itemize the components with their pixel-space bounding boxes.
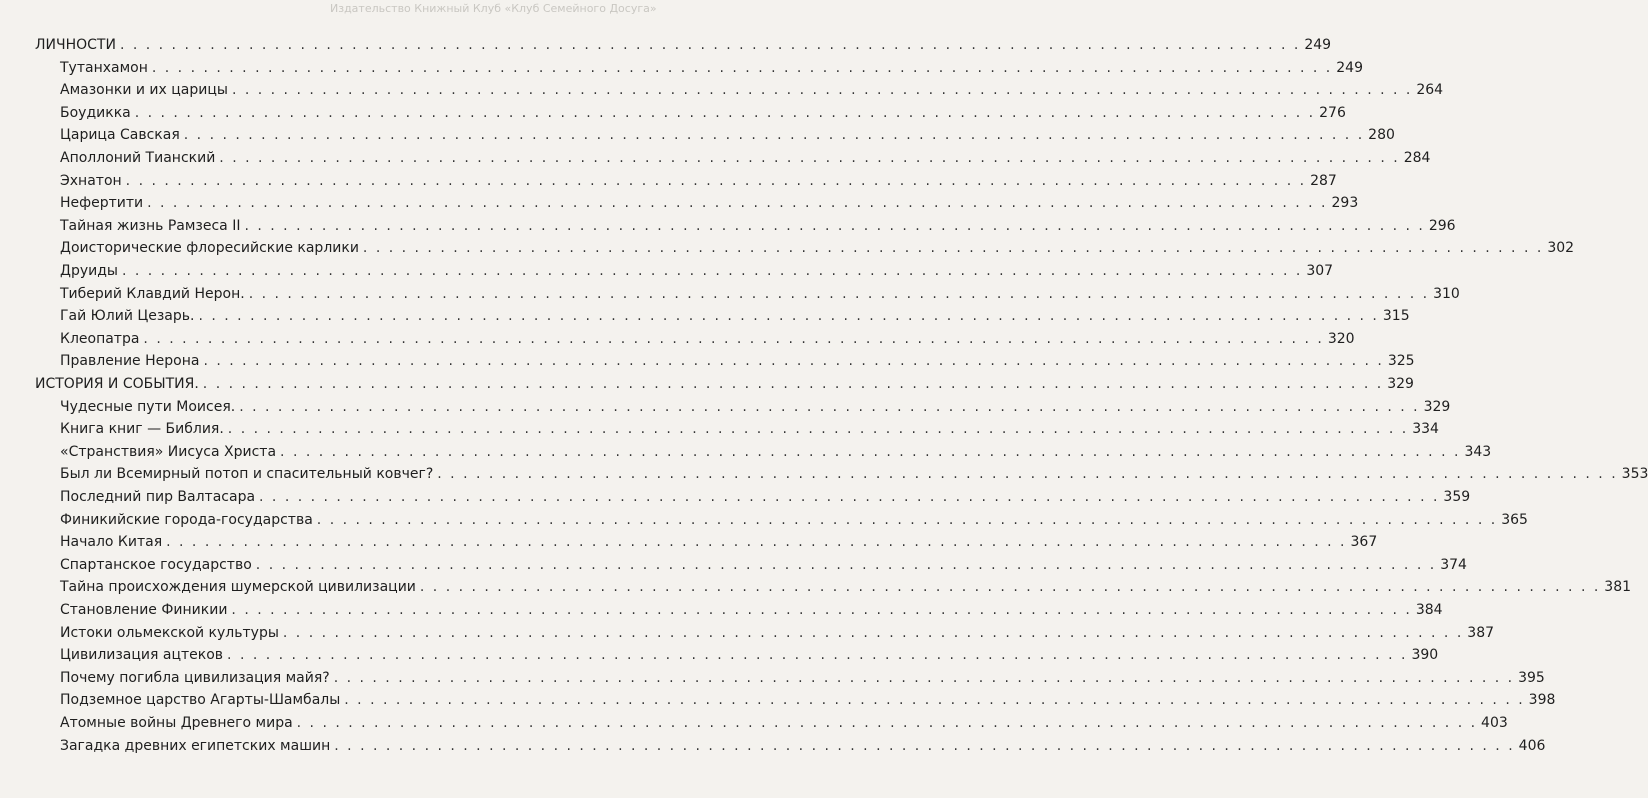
entry-title: Эхнатон [60, 172, 122, 189]
toc-section-heading [35, 375, 1414, 393]
toc-entry [60, 81, 1444, 99]
dot-leader [219, 149, 1399, 167]
page-number: 284 [1403, 150, 1431, 166]
dot-leader [363, 239, 1543, 257]
dot-leader [283, 624, 1463, 642]
toc-entry [60, 398, 1451, 416]
entry-title: Последний пир Валтасара [60, 489, 256, 505]
page-number: 310 [1433, 285, 1460, 302]
page-number: 367 [1350, 534, 1378, 551]
entry-title: Гай Юлий Цезарь. [60, 308, 195, 325]
dot-leader [232, 81, 1412, 99]
toc-entry [60, 646, 1439, 664]
entry-title: ЛИЧНОСТИ [35, 37, 116, 53]
page-number: 296 [1428, 217, 1456, 234]
toc-entry [60, 262, 1334, 280]
page-number: 276 [1319, 104, 1346, 121]
entry-title: Друиды [60, 263, 118, 279]
dot-leader [143, 330, 1323, 348]
page-number: 287 [1310, 172, 1337, 189]
entry-title: Доисторические флоресийские карлики [60, 240, 359, 257]
toc-entry [60, 217, 1456, 235]
entry-title: Финикийские города-государства [60, 511, 313, 528]
page-number: 398 [1528, 692, 1556, 709]
toc-entry [60, 714, 1508, 732]
page-number: 374 [1440, 556, 1467, 573]
toc-entry [60, 59, 1363, 77]
dot-leader [198, 307, 1378, 325]
dot-leader [152, 59, 1332, 77]
page-number: 334 [1412, 421, 1439, 438]
toc-entry [60, 601, 1443, 619]
toc-entry [60, 420, 1439, 438]
toc-entry [60, 194, 1359, 212]
page-number: 353 [1621, 466, 1648, 483]
dot-leader [297, 714, 1477, 732]
entry-title: Атомные войны Древнего мира [60, 715, 293, 731]
page-number: 365 [1501, 511, 1528, 528]
toc-entry [60, 126, 1395, 144]
dot-leader [256, 556, 1436, 574]
page-number: 390 [1411, 647, 1439, 664]
dot-leader [126, 172, 1306, 190]
dot-leader [166, 533, 1346, 551]
toc-entry [60, 624, 1495, 642]
entry-title: «Странствия» Иисуса Христа [60, 443, 277, 460]
toc-entry [60, 172, 1337, 190]
toc-entry [60, 737, 1546, 755]
entry-title: Амазонки и их царицы [60, 82, 228, 99]
entry-title: Царица Савская [60, 127, 180, 144]
toc-entry [60, 488, 1471, 506]
dot-leader [122, 262, 1302, 280]
page-number: 395 [1518, 669, 1545, 686]
dot-leader [227, 646, 1407, 664]
entry-title: Клеопатра [60, 330, 140, 347]
entry-title: ИСТОРИЯ И СОБЫТИЯ. [35, 376, 199, 392]
dot-leader [239, 398, 1419, 416]
page-number: 302 [1547, 240, 1575, 257]
dot-leader [249, 285, 1429, 303]
page-number: 343 [1464, 443, 1492, 460]
page-number: 307 [1306, 263, 1334, 279]
toc-entry [60, 330, 1355, 348]
toc-section-heading [35, 36, 1332, 54]
dot-leader [437, 465, 1617, 483]
entry-title: Книга книг — Библия. [60, 421, 224, 438]
dot-leader [120, 36, 1300, 54]
dot-leader [280, 443, 1460, 461]
toc-entry [60, 533, 1378, 551]
page-number: 384 [1415, 602, 1443, 618]
page-number: 315 [1382, 308, 1410, 325]
page-number: 329 [1387, 376, 1414, 392]
page-number: 329 [1423, 398, 1451, 415]
page-number: 264 [1416, 82, 1444, 99]
page-number: 249 [1304, 37, 1332, 53]
dot-leader [244, 217, 1424, 235]
toc-entry [60, 556, 1467, 574]
page-number: 359 [1443, 489, 1471, 505]
toc-entry [60, 239, 1575, 257]
dot-leader [135, 104, 1315, 122]
toc-entry [60, 307, 1410, 325]
page-number: 325 [1387, 353, 1415, 370]
entry-title: Был ли Всемирный потоп и спасительный ковчег? [60, 466, 434, 483]
toc-entry [60, 149, 1431, 167]
toc-entry [60, 669, 1545, 687]
page-number: 280 [1368, 127, 1395, 144]
entry-title: Тиберий Клавдий Нерон. [60, 285, 245, 302]
dot-leader [317, 511, 1497, 529]
page-number: 293 [1331, 195, 1359, 212]
entry-title: Нефертити [60, 195, 144, 212]
entry-title: Тайна происхождения шумерской цивилизации [60, 579, 416, 596]
dot-leader [420, 578, 1600, 596]
entry-title: Подземное царство Агарты-Шамбалы [60, 692, 341, 709]
entry-title: Боудикка [60, 104, 131, 121]
entry-title: Цивилизация ацтеков [60, 647, 224, 664]
toc-entry [60, 691, 1556, 709]
page-number: 320 [1327, 330, 1355, 347]
entry-title: Спартанское государство [60, 556, 252, 573]
dot-leader [147, 194, 1327, 212]
bleed-through-text: Издательство Книжный Клуб «Клуб Семейного Досуга» [330, 2, 657, 15]
dot-leader [203, 352, 1383, 370]
toc-entry [60, 104, 1346, 122]
entry-title: Загадка древних египетских машин [60, 737, 331, 754]
page-number: 381 [1604, 579, 1632, 596]
toc-entry [60, 578, 1632, 596]
entry-title: Почему погибла цивилизация майя? [60, 669, 330, 686]
page-number: 387 [1467, 624, 1495, 641]
page-number: 403 [1481, 715, 1508, 731]
page-number: 406 [1518, 737, 1546, 754]
dot-leader [334, 669, 1514, 687]
toc-entry [60, 352, 1415, 370]
toc-entry [60, 465, 1648, 483]
entry-title: Аполлоний Тианский [60, 150, 216, 166]
dot-leader [259, 488, 1439, 506]
entry-title: Тутанхамон [60, 59, 148, 76]
entry-title: Правление Нерона [60, 353, 200, 370]
entry-title: Чудесные пути Моисея. [60, 398, 236, 415]
toc-entry [60, 511, 1528, 529]
dot-leader [344, 691, 1524, 709]
entry-title: Истоки ольмекской культуры [60, 624, 279, 641]
dot-leader [334, 737, 1514, 755]
entry-title: Становление Финикии [60, 602, 228, 618]
dot-leader [228, 420, 1408, 438]
dot-leader [203, 375, 1383, 393]
toc-entry [60, 285, 1460, 303]
page-number: 249 [1336, 59, 1363, 76]
entry-title: Начало Китая [60, 534, 163, 551]
dot-leader [184, 126, 1364, 144]
entry-title: Тайная жизнь Рамзеса II [60, 217, 241, 234]
toc-entry [60, 443, 1492, 461]
dot-leader [231, 601, 1411, 619]
